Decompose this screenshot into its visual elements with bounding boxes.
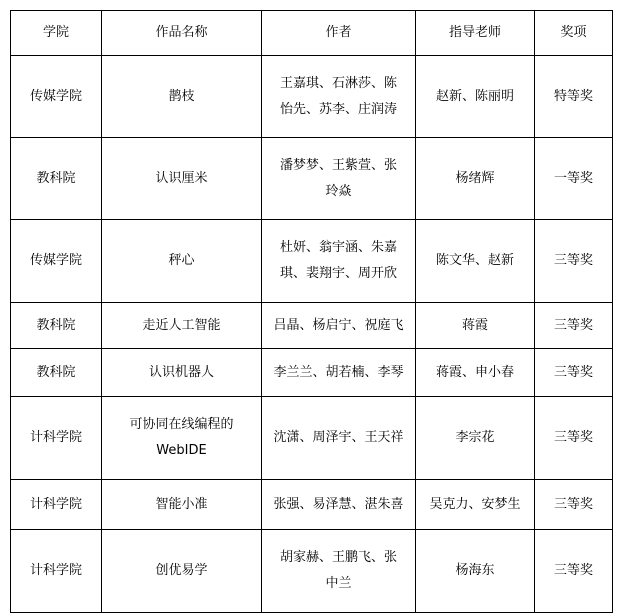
header-advisor: 指导老师: [416, 11, 535, 56]
cell-award: 三等奖: [535, 349, 613, 397]
table-row: [11, 303, 613, 349]
cell-award: 三等奖: [535, 220, 613, 303]
cell-award: 三等奖: [535, 530, 613, 613]
cell-college: 计科学院: [11, 530, 102, 613]
cell-college: 传媒学院: [11, 56, 102, 138]
cell-advisor: 李宗花: [416, 397, 535, 480]
cell-advisor: 杨海东: [416, 530, 535, 613]
table-row: [11, 56, 613, 138]
cell-authors: [262, 138, 416, 220]
cell-award: 三等奖: [535, 303, 613, 349]
cell-award: 特等奖: [535, 56, 613, 138]
cell-advisor: 陈文华、赵新: [416, 220, 535, 303]
cell-work: 智能小准: [102, 480, 262, 530]
authors-text: 潘梦梦、王紫萱、张玲焱: [279, 157, 397, 199]
table-row: [11, 530, 613, 613]
cell-advisor: 赵新、陈丽明: [416, 56, 535, 138]
cell-authors: 张强、易泽慧、湛朱喜: [262, 480, 416, 530]
table-header-row: [11, 11, 613, 56]
cell-advisor: 吴克力、安梦生: [416, 480, 535, 530]
table-row: [11, 220, 613, 303]
cell-work: 秤心: [102, 220, 262, 303]
header-college: 学院: [11, 11, 102, 56]
cell-work: 走近人工智能: [102, 303, 262, 349]
cell-work: 认识厘米: [102, 138, 262, 220]
authors-text: 胡家赫、王鹏飞、张中兰: [279, 550, 397, 591]
cell-college: 教科院: [11, 303, 102, 349]
cell-work: 认识机器人: [102, 349, 262, 397]
cell-college: 教科院: [11, 349, 102, 397]
cell-award: 三等奖: [535, 397, 613, 480]
header-authors: 作者: [262, 11, 416, 56]
table-row: [11, 480, 613, 530]
cell-authors: 李兰兰、胡若楠、李琴: [262, 349, 416, 397]
cell-authors: 吕晶、杨启宁、祝庭飞: [262, 303, 416, 349]
authors-text: 王嘉琪、石淋莎、陈怡先、苏李、庄润涛: [279, 75, 397, 117]
cell-advisor: 杨绪辉: [416, 138, 535, 220]
cell-college: 教科院: [11, 138, 102, 220]
cell-college: 计科学院: [11, 480, 102, 530]
cell-authors: [262, 56, 416, 138]
header-award: 奖项: [535, 11, 613, 56]
cell-award: 一等奖: [535, 138, 613, 220]
cell-college: 计科学院: [11, 397, 102, 480]
cell-work: 鹊枝: [102, 56, 262, 138]
authors-text: 杜妍、翁宇涵、朱嘉琪、裴翔宇、周开欣: [279, 240, 397, 281]
cell-advisor: 蒋霞、申小春: [416, 349, 535, 397]
cell-authors: [262, 530, 416, 613]
cell-college: 传媒学院: [11, 220, 102, 303]
work-text: 可协同在线编程的WebIDE: [129, 417, 234, 458]
header-work: 作品名称: [102, 11, 262, 56]
cell-authors: 沈潇、周泽宇、王天祥: [262, 397, 416, 480]
cell-authors: [262, 220, 416, 303]
cell-award: 三等奖: [535, 480, 613, 530]
cell-work: [102, 397, 262, 480]
table-row: [11, 397, 613, 480]
table-row: [11, 138, 613, 220]
awards-table: [10, 10, 613, 613]
cell-advisor: 蒋霞: [416, 303, 535, 349]
table-row: [11, 349, 613, 397]
cell-work: 创优易学: [102, 530, 262, 613]
